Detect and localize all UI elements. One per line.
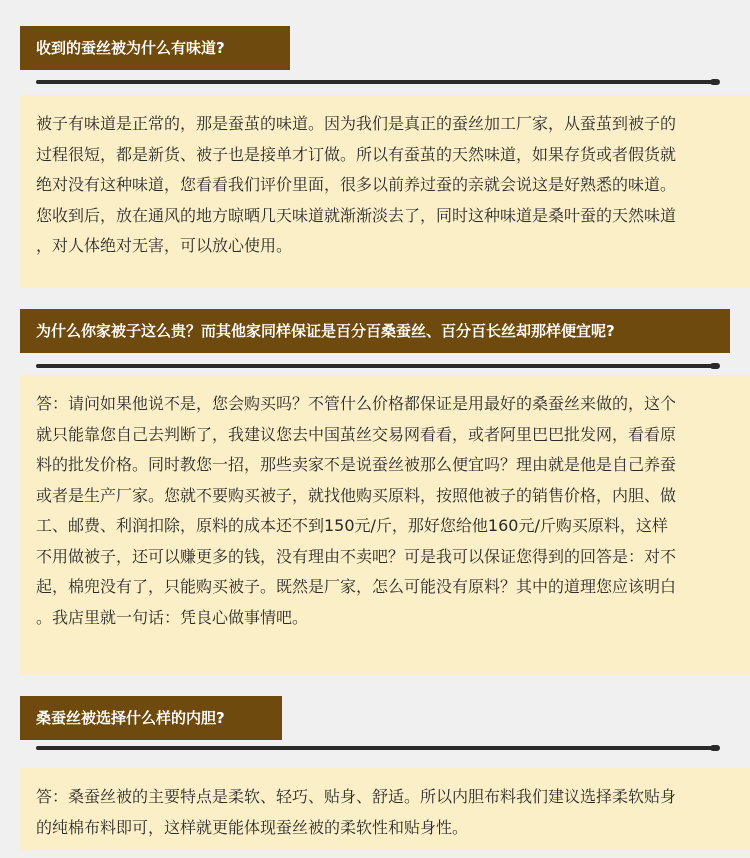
answer-line: 过程很短，都是新货、被子也是接单才订做。所以有蚕茧的天然味道，如果存货或者假货就 <box>36 144 677 164</box>
section-1-answer <box>20 95 750 288</box>
answer-line: ，对人体绝对无害，可以放心使用。 <box>36 236 293 255</box>
section-1-title: 收到的蚕丝被为什么有味道? <box>20 26 290 70</box>
answer-line: 不用做被子，还可以赚更多的钱，没有理由不卖吧？可是我可以保证您得到的回答是：对不 <box>36 546 677 566</box>
section-3-title: 桑蚕丝被选择什么样的内胆? <box>20 696 282 740</box>
answer-line: 起，棉兜没有了，只能购买被子。既然是厂家，怎么可能没有原料？其中的道理您应该明白 <box>36 577 677 596</box>
answer-line: 答：桑蚕丝被的主要特点是柔软、轻巧、贴身、舒适。所以内胆布料我们建议选择柔软贴身 <box>36 787 677 806</box>
section-1-divider <box>36 80 714 84</box>
section-2-divider <box>36 364 714 368</box>
answer-line: 的纯棉布料即可，这样就更能体现蚕丝被的柔软性和贴身性。 <box>36 817 469 837</box>
section-3-answer <box>20 768 750 850</box>
answer-line: 工、邮费、利润扣除，原料的成本还不到150元/斤，那好您给他160元/斤购买原料，这样 <box>36 516 668 535</box>
section-3-divider <box>36 746 714 750</box>
answer-line: 或者是生产厂家。您就不要购买被子，就找他购买原料，按照他被子的销售价格，内胆、做 <box>36 485 677 505</box>
answer-line: 您收到后，放在通风的地方晾晒几天味道就渐渐淡去了，同时这种味道是桑叶蚕的天然味道 <box>36 205 677 225</box>
answer-line: 。我店里就一句话：凭良心做事情吧。 <box>36 607 309 627</box>
answer-line: 料的批发价格。同时教您一招，那些卖家不是说蚕丝被那么便宜吗？理由就是他是自己养蚕 <box>36 455 677 474</box>
answer-line: 答：请问如果他说不是，您会购买吗？不管什么价格都保证是用最好的桑蚕丝来做的，这个 <box>36 394 677 413</box>
section-2-answer <box>20 375 750 675</box>
answer-line: 绝对没有这种味道，您看看我们评价里面，很多以前养过蚕的亲就会说这是好熟悉的味道。 <box>36 175 677 194</box>
answer-line: 被子有味道是正常的，那是蚕茧的味道。因为我们是真正的蚕丝加工厂家，从蚕茧到被子的 <box>36 114 677 133</box>
answer-line: 就只能靠您自己去判断了，我建议您去中国茧丝交易网看看，或者阿里巴巴批发网，看看原 <box>36 424 677 444</box>
section-2-title: 为什么你家被子这么贵？而其他家同样保证是百分百桑蚕丝、百分百长丝却那样便宜呢? <box>20 309 730 353</box>
